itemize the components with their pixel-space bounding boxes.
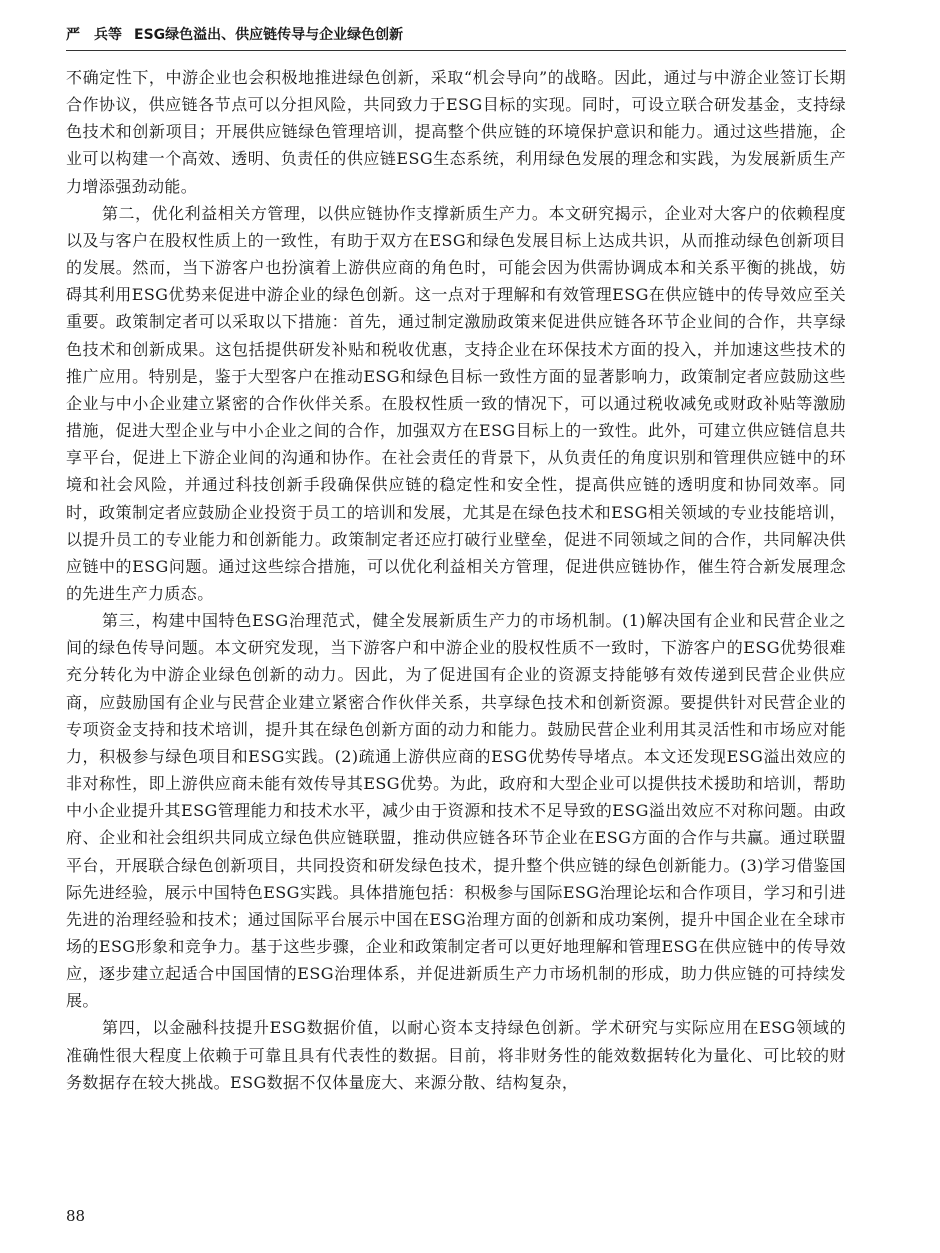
page-number: 88 [66, 1207, 86, 1225]
paragraph-second-measure: 第二，优化利益相关方管理，以供应链协作支撑新质生产力。本文研究揭示，企业对大客户的依赖程度以及与客户在股权性质上的一致性，有助于双方在ESG和绿色发展目标上达成共识，从而推动绿色创新项目的发展。然而，当下游客户也扮演着上游供应商的角色时，可能会因为供需协调成本和关系平衡的挑战，妨碍其利用ESG优势来促进中游企业的绿色创新。这一点对于理解和有效管理ESG在供应链中的传导效应至关重要。政策制定者可以采取以下措施：首先，通过制定激励政策来促进供应链各环节企业间的合作，共享绿色技术和创新成果。这包括提供研发补贴和税收优惠，支持企业在环保技术方面的投入，并加速这些技术的推广应用。特别是，鉴于大型客户在推动ESG和绿色目标一致性方面的显著影响力，政策制定者应鼓励这些企业与中小企业建立紧密的合作伙伴关系。在股权性质一致的情况下，可以通过税收减免或财政补贴等激励措施，促进大型企业与中小企业之间的合作，加强双方在ESG目标上的一致性。此外，可建立供应链信息共享平台，促进上下游企业间的沟通和协作。在社会责任的背景下，从负责任的角度识别和管理供应链中的环境和社会风险，并通过科技创新手段确保供应链的稳定性和安全性，提高供应链的透明度和协同效率。同时，政策制定者应鼓励企业投资于员工的培训和发展，尤其是在绿色技术和ESG相关领域的专业技能培训，以提升员工的专业能力和创新能力。政策制定者还应打破行业壁垒，促进不同领域之间的合作，共同解决供应链中的ESG问题。通过这些综合措施，可以优化利益相关方管理，促进供应链协作，催生符合新发展理念的先进生产力质态。 [66, 203, 846, 603]
paragraph-continued: 不确定性下，中游企业也会积极地推进绿色创新，采取“机会导向”的战略。因此，通过与中游企业签订长期合作协议，供应链各节点可以分担风险，共同致力于ESG目标的实现。同时，可设立联合研发基金，支持绿色技术和创新项目；开展供应链绿色管理培训，提高整个供应链的环境保护意识和能力。通过这些措施，企业可以构建一个高效、透明、负责任的供应链ESG生态系统，利用绿色发展的理念和实践，为发展新质生产力增添强劲动能。 [66, 68, 846, 196]
running-header [66, 22, 846, 51]
body-text [66, 64, 846, 1096]
paragraph-fourth-measure: 第四，以金融科技提升ESG数据价值，以耐心资本支持绿色创新。学术研究与实际应用在ESG领域的准确性很大程度上依赖于可靠且具有代表性的数据。目前，将非财务性的能效数据转化为量化、可比较的财务数据存在较大挑战。ESG数据不仅体量庞大、来源分散、结构复杂， [66, 1018, 846, 1092]
paragraph-third-measure: 第三，构建中国特色ESG治理范式，健全发展新质生产力的市场机制。(1)解决国有企业和民营企业之间的绿色传导问题。本文研究发现，当下游客户和中游企业的股权性质不一致时，下游客户的ESG优势很难充分转化为中游企业绿色创新的动力。因此，为了促进国有企业的资源支持能够有效传递到民营企业供应商，应鼓励国有企业与民营企业建立紧密合作伙伴关系，共享绿色技术和创新资源。要提供针对民营企业的专项资金支持和技术培训，提升其在绿色创新方面的动力和能力。鼓励民营企业利用其灵活性和市场应对能力，积极参与绿色项目和ESG实践。(2)疏通上游供应商的ESG优势传导堵点。本文还发现ESG溢出效应的非对称性，即上游供应商未能有效传导其ESG优势。为此，政府和大型企业可以提供技术援助和培训，帮助中小企业提升其ESG管理能力和技术水平，减少由于资源和技术不足导致的ESG溢出效应不对称问题。由政府、企业和社会组织共同成立绿色供应链联盟，推动供应链各环节企业在ESG方面的合作与共赢。通过联盟平台，开展联合绿色创新项目，共同投资和研发绿色技术，提升整个供应链的绿色创新能力。(3)学习借鉴国际先进经验，展示中国特色ESG实践。具体措施包括：积极参与国际ESG治理论坛和合作项目，学习和引进先进的治理经验和技术；通过国际平台展示中国在ESG治理方面的创新和成功案例，提升中国企业在全球市场的ESG形象和竞争力。基于这些步骤，企业和政策制定者可以更好地理解和管理ESG在供应链中的传导效应，逐步建立起适合中国国情的ESG治理体系，并促进新质生产力市场机制的形成，助力供应链的可持续发展。 [66, 611, 846, 1011]
header-author: 严 兵等 [66, 27, 122, 43]
header-title: ESG绿色溢出、供应链传导与企业绿色创新 [134, 27, 404, 43]
